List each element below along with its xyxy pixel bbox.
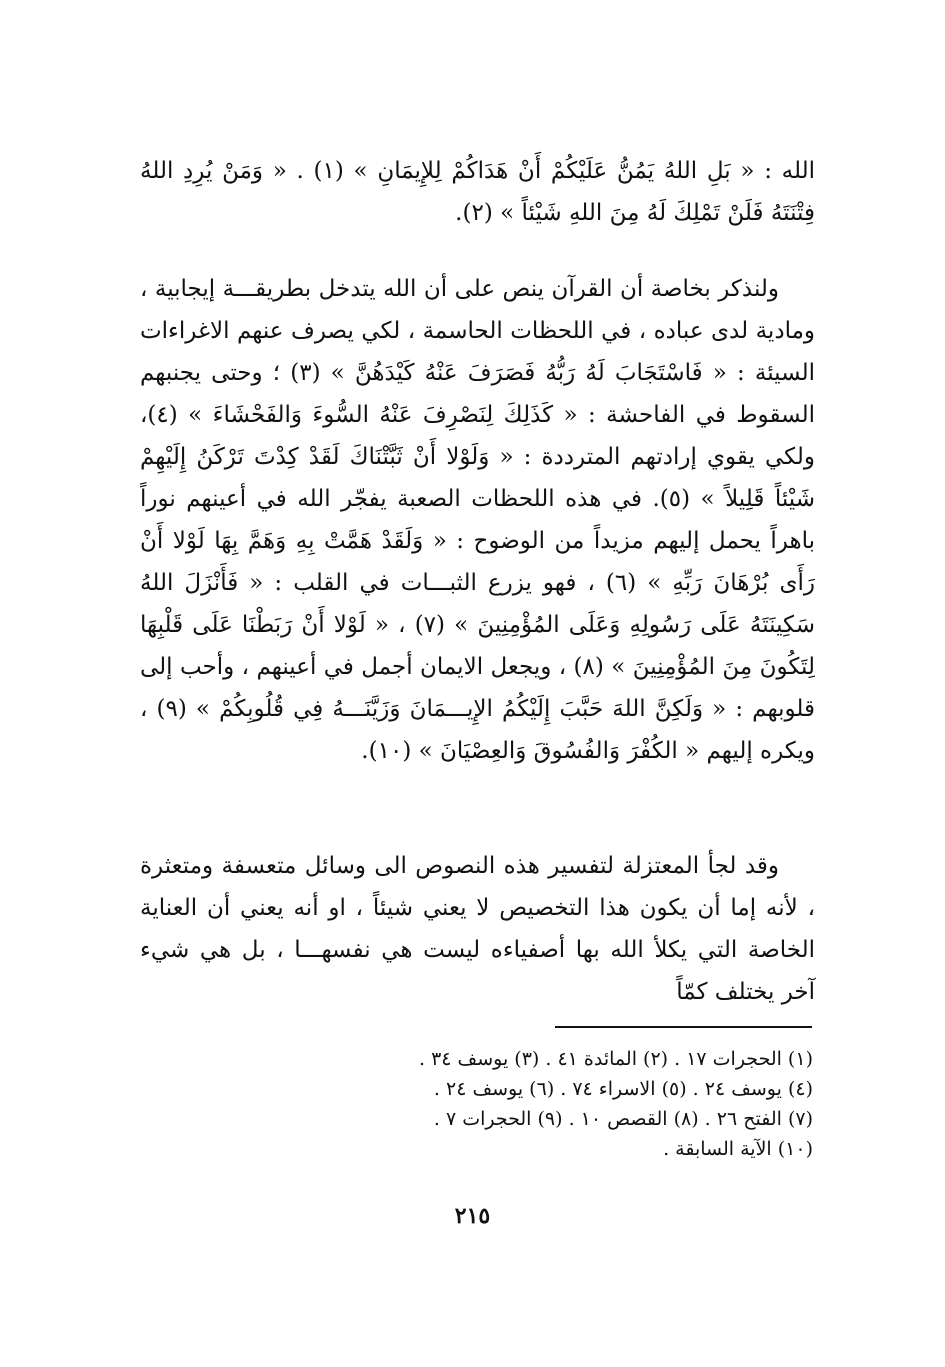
paragraph-text: ولنذكر بخاصة أن القرآن ينص على أن الله يتدخل بطريقـــة إيجابية ، ومادية لدى عباده ، في اللحظات الحاسمة ، لكي يصرف عنهم الاغراءات السيئة : « فَاسْتَجَابَ لَهُ رَبُّهُ فَصَرَفَ عَنْهُ كَيْدَهُنَّ » (٣) ؛ وحتى يجنبهم السقوط في الفاحشة : « كَذَلِكَ لِنَصْرِفَ عَنْهُ السُّوءَ وَالفَحْشَاءَ » (٤)، ولكي يقوي إرادتهم المترددة : « وَلَوْلا أَنْ ثَبَّتْنَاكَ لَقَدْ كِدْتَ تَرْكَنُ إِلَيْهِمْ شَيْئاً قَلِيلاً » (٥). في هذه اللحظات الصعبة يفجّر الله في أعينهم نوراً باهراً يحمل إليهم مزيداً من الوضوح : « وَلَقَدْ هَمَّتْ بِهِ وَهَمَّ بِهَا لَوْلا أَنْ رَأَى بُرْهَانَ رَبِّهِ » (٦) ، فهو يزرع الثبـــات في القلب : « فَأَنْزَلَ اللهُ سَكِينَتَهُ عَلَى رَسُولِهِ وَعَلَى المُؤْمِنِينَ » (٧) ، « لَوْلا أَنْ رَبَطْنَا عَلَى قَلْبِهَا لِتَكُونَ مِنَ المُؤْمِنِينَ » (٨) ، ويجعل الايمان أجمل في أعينهم ، وأحب إلى قلوبهم : « وَلَكِنَّ اللهَ حَبَّبَ إِلَيْكُمُ الإِيـــمَانَ وَزَيَّنَـــهُ فِي قُلُوبِكُمْ » (٩) ، ويكره إليهم « الكُفْرَ وَالفُسُوقَ وَالعِصْيَانَ » (١٠).	[140, 276, 815, 764]
body-paragraph-2	[140, 268, 815, 772]
footnote-line: (٧) الفتح ٢٦ . (٨) القصص ١٠ . (٩) الحجرات ٧ .	[433, 1108, 813, 1130]
footnote-line: (١) الحجرات ١٧ . (٢) المائدة ٤١ . (٣) يوسف ٣٤ .	[419, 1048, 813, 1070]
paragraph-text: الله : « بَلِ اللهُ يَمُنُّ عَلَيْكُمْ أَنْ هَدَاكُمْ لِلإِيمَانِ » (١) . « وَمَنْ يُرِدِ اللهُ فِتْنَتَهُ فَلَنْ تَمْلِكَ لَهُ مِنَ اللهِ شَيْئاً » (٢).	[140, 158, 815, 226]
footnote-separator	[555, 1026, 812, 1028]
page-number: ٢١٥	[454, 1203, 491, 1229]
footnote-line: (١٠) الآية السابقة .	[663, 1138, 813, 1160]
body-paragraph-3	[140, 845, 815, 1013]
footnote-line: (٤) يوسف ٢٤ . (٥) الاسراء ٧٤ . (٦) يوسف ٢٤ .	[433, 1078, 813, 1100]
footnotes	[293, 1044, 813, 1164]
paragraph-text: وقد لجأ المعتزلة لتفسير هذه النصوص الى وسائل متعسفة ومتعثرة ، لأنه إما أن يكون هذا التخصيص لا يعني شيئاً ، او أنه يعني أن العناية الخاصة التي يكلأ الله بها أصفياءه ليست هي نفسهـــا ، بل هي شيء آخر يختلف كمّاً	[140, 853, 815, 1005]
body-paragraph-1	[140, 150, 815, 234]
